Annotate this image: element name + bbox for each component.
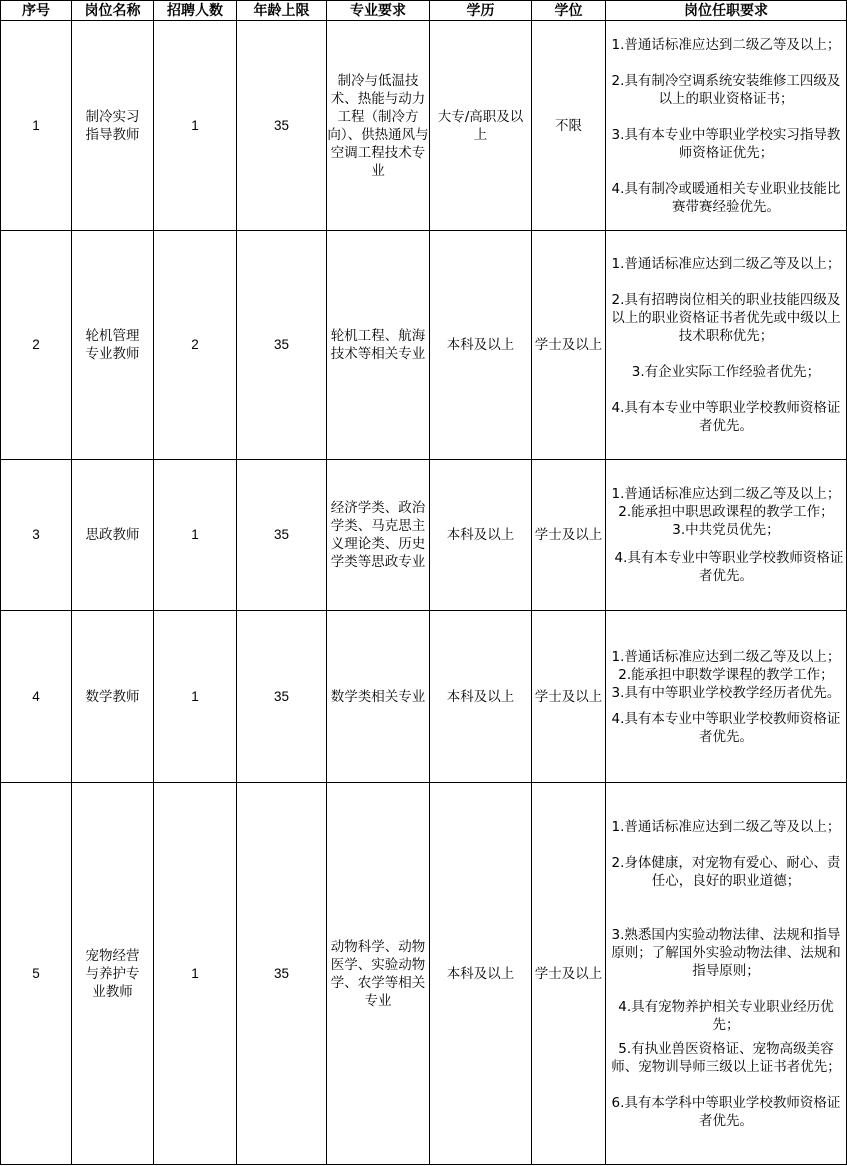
requirement-item: 4.具有本专业中等职业学校教师资格证者优先。 [614, 550, 844, 584]
requirement-item: 1.普通话标准应达到二级乙等及以上； [611, 486, 841, 502]
table-row [1, 460, 847, 611]
position-name: 思政教师 [72, 460, 154, 611]
header-count: 招聘人数 [154, 1, 237, 21]
age-limit: 35 [237, 21, 327, 231]
requirement-item: 4.具有宠物养护相关专业职业经历优先； [618, 998, 834, 1033]
requirement-item: 1.普通话标准应达到二级乙等及以上； [611, 648, 841, 665]
position-name: 轮机管理 专业教师 [72, 231, 154, 460]
degree-requirement: 不限 [532, 21, 606, 231]
row-index: 4 [1, 611, 72, 783]
table-row [1, 231, 847, 460]
header-requirements: 岗位任职要求 [606, 1, 847, 21]
row-index: 5 [1, 783, 72, 1165]
job-requirements [606, 611, 847, 783]
hiring-count: 1 [154, 611, 237, 783]
age-limit: 35 [237, 783, 327, 1165]
education-requirement: 本科及以上 [430, 783, 532, 1165]
job-requirements [606, 783, 847, 1165]
requirement-item: 4.具有制冷或暖通相关专业职业技能比赛带赛经验优先。 [611, 180, 841, 215]
major-requirement: 经济学类、政治学类、马克思主义理论类、历史学类等思政专业 [327, 460, 430, 611]
row-index: 3 [1, 460, 72, 611]
job-requirements [606, 460, 847, 611]
education-requirement: 本科及以上 [430, 231, 532, 460]
degree-requirement: 学士及以上 [532, 460, 606, 611]
header-position: 岗位名称 [72, 1, 154, 21]
requirement-item: 2.能承担中职思政课程的教学工作； [618, 504, 834, 520]
hiring-count: 1 [154, 783, 237, 1165]
requirement-item: 5.有执业兽医资格证、宠物高级美容师、宠物训导师三级以上证书者优先； [611, 1040, 841, 1075]
table-row [1, 611, 847, 783]
major-requirement: 动物科学、动物医学、实验动物学、农学等相关专业 [327, 783, 430, 1165]
row-index: 2 [1, 231, 72, 460]
degree-requirement: 学士及以上 [532, 231, 606, 460]
requirement-item: 3.熟悉国内实验动物法律、法规和指导原则；了解国外实验动物法律、法规和指导原则； [611, 926, 841, 979]
requirement-item: 2.具有招聘岗位相关的职业技能四级及以上的职业资格证书者优先或中级以上技术职称优先； [611, 292, 841, 344]
requirement-item: 1.普通话标准应达到二级乙等及以上； [611, 256, 841, 272]
hiring-count: 2 [154, 231, 237, 460]
requirement-item: 4.具有本专业中等职业学校教师资格证者优先。 [611, 400, 841, 434]
requirement-item: 2.能承担中职数学课程的教学工作； [618, 666, 834, 683]
age-limit: 35 [237, 231, 327, 460]
hiring-count: 1 [154, 460, 237, 611]
position-name: 宠物经营 与养护专 业教师 [72, 783, 154, 1165]
requirement-item: 3.有企业实际工作经验者优先； [631, 364, 821, 380]
table-row [1, 21, 847, 231]
requirement-item: 3.中共党员优先； [672, 522, 780, 538]
header-row [1, 1, 847, 21]
major-requirement: 数学类相关专业 [327, 611, 430, 783]
education-requirement: 大专/高职及以上 [430, 21, 532, 231]
requirement-item: 4.具有本专业中等职业学校教师资格证者优先。 [611, 710, 841, 745]
hiring-count: 1 [154, 21, 237, 231]
header-major: 专业要求 [327, 1, 430, 21]
requirement-item: 1.普通话标准应达到二级乙等及以上； [611, 818, 841, 835]
age-limit: 35 [237, 611, 327, 783]
major-requirement: 制冷与低温技术、热能与动力工程（制冷方向）、供热通风与空调工程技术专业 [327, 21, 430, 231]
header-age: 年龄上限 [237, 1, 327, 21]
age-limit: 35 [237, 460, 327, 611]
requirement-item: 2.身体健康，对宠物有爱心、耐心、责任心，良好的职业道德； [611, 854, 841, 889]
requirement-item: 1.普通话标准应达到二级乙等及以上； [611, 36, 841, 53]
position-name: 制冷实习 指导教师 [72, 21, 154, 231]
header-index: 序号 [1, 1, 72, 21]
header-education: 学历 [430, 1, 532, 21]
major-requirement: 轮机工程、航海技术等相关专业 [327, 231, 430, 460]
requirement-item: 3.具有本专业中等职业学校实习指导教师资格证优先； [611, 126, 841, 161]
requirement-item: 6.具有本学科中等职业学校教师资格证者优先。 [611, 1094, 841, 1129]
row-index: 1 [1, 21, 72, 231]
requirement-item: 2.具有制冷空调系统安装维修工四级及以上的职业资格证书； [611, 72, 841, 107]
position-name: 数学教师 [72, 611, 154, 783]
header-degree: 学位 [532, 1, 606, 21]
education-requirement: 本科及以上 [430, 611, 532, 783]
education-requirement: 本科及以上 [430, 460, 532, 611]
table-row [1, 783, 847, 1165]
degree-requirement: 学士及以上 [532, 783, 606, 1165]
job-requirements [606, 21, 847, 231]
requirement-item: 3.具有中等职业学校教学经历者优先。 [611, 684, 841, 701]
job-requirements [606, 231, 847, 460]
degree-requirement: 学士及以上 [532, 611, 606, 783]
